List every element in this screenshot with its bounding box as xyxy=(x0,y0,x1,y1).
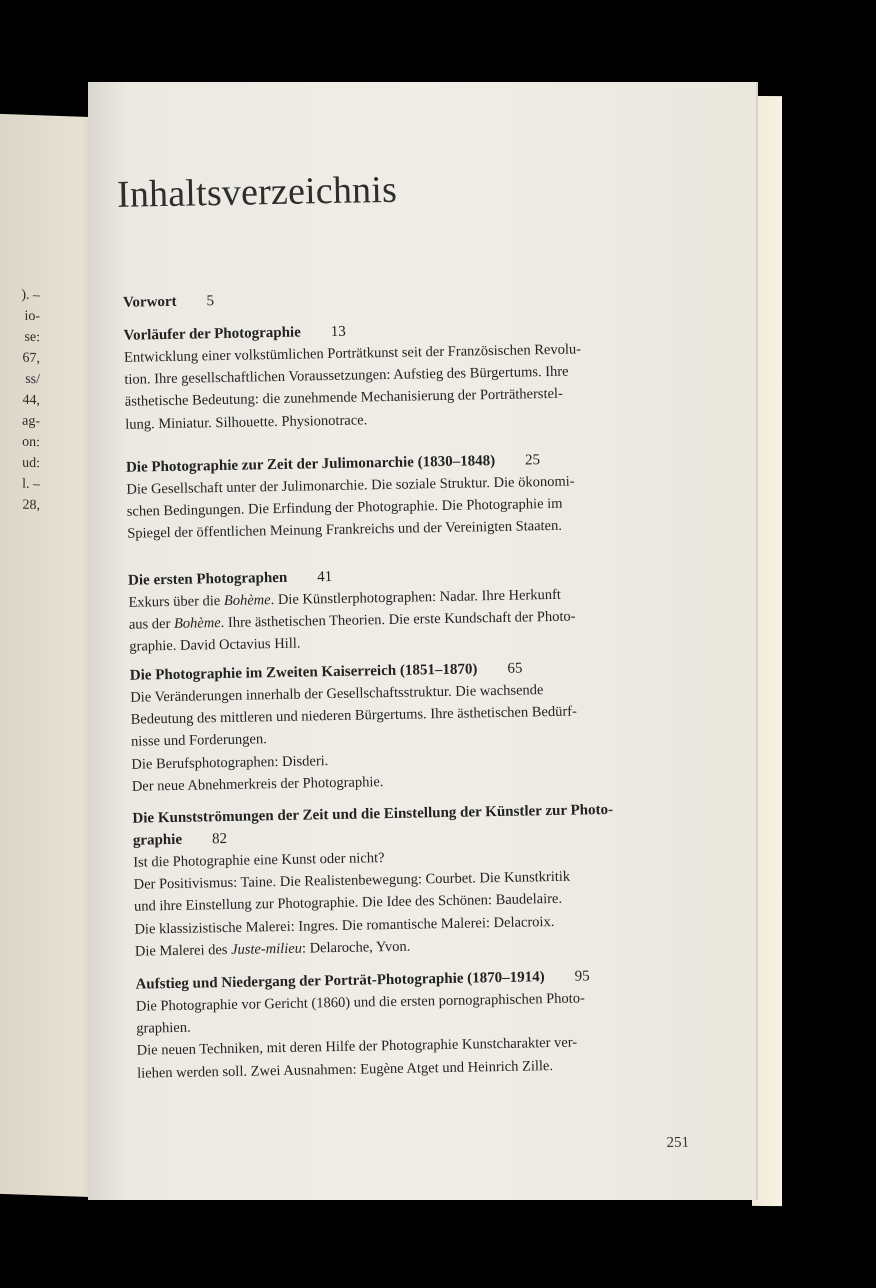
desc-line: und ihre Einstellung zur Photographie. Die Idee des Schönen: Baudelaire. xyxy=(133,891,563,916)
left-line: 28, xyxy=(22,497,40,514)
desc-line: Entwicklung einer volkstümlichen Porträtkunst seit der Französischen Revolu- xyxy=(123,341,582,366)
entry-description xyxy=(128,582,674,659)
toc-entry-erste-photographen xyxy=(128,560,675,659)
entry-page-number: 95 xyxy=(574,968,590,985)
toc-entry-vorlaeufer xyxy=(123,315,670,436)
desc-line: Die Veränderungen innerhalb der Gesellschaftsstruktur. Die wachsende xyxy=(130,682,544,706)
entry-heading-continued: graphie xyxy=(132,831,183,849)
desc-line: Die Photographie vor Gericht (1860) und die ersten pornographischen Photo- xyxy=(135,990,585,1015)
desc-line: tion. Ihre gesellschaftlichen Voraussetzungen: Aufstieg des Bürgertums. Ihre xyxy=(124,363,569,388)
desc-line: Exkurs über die Bohème. Die Künstlerphotographen: Nadar. Ihre Herkunft xyxy=(128,586,562,611)
left-line: ag- xyxy=(22,413,40,430)
desc-line: lung. Miniatur. Silhouette. Physionotrace. xyxy=(125,411,368,433)
entry-heading: Aufstieg und Niedergang der Porträt-Photographie (1870–1914) xyxy=(135,969,545,993)
toc-entry-zweites-kaiserreich xyxy=(130,655,677,798)
desc-line: aus der Bohème. Ihre ästhetischen Theorien. Die erste Kundschaft der Photo- xyxy=(128,608,576,633)
desc-line: Ist die Photographie eine Kunst oder nicht? xyxy=(133,850,385,871)
desc-line: liehen werden soll. Zwei Ausnahmen: Eugène Atget und Heinrich Zille. xyxy=(136,1057,554,1082)
desc-line: ästhetische Bedeutung: die zunehmende Mechanisierung der Porträtherstel- xyxy=(124,386,563,411)
desc-line: graphien. xyxy=(136,1019,191,1037)
left-line: ud: xyxy=(22,455,40,472)
entry-description xyxy=(130,677,677,798)
left-page-text xyxy=(0,284,40,516)
left-line: on: xyxy=(22,434,40,451)
left-line: ). – xyxy=(21,287,40,304)
desc-line: schen Bedingungen. Die Erfindung der Photographie. Die Photographie im xyxy=(126,495,563,520)
entry-page-number: 13 xyxy=(330,323,346,340)
left-line: ss/ xyxy=(25,371,40,388)
left-line: 44, xyxy=(22,392,40,409)
page-number: 251 xyxy=(666,1134,690,1151)
entry-heading: Vorläufer der Photographie xyxy=(123,324,301,344)
toc-entry-kunststroemungen xyxy=(132,798,680,963)
desc-line: Die neuen Techniken, mit deren Hilfe der Photographie Kunstcharakter ver- xyxy=(136,1035,578,1060)
left-line: se: xyxy=(24,329,40,346)
entry-page-number: 5 xyxy=(206,293,215,310)
desc-line: Bedeutung des mittleren und niederen Bürgertums. Ihre ästhetischen Bedürf- xyxy=(130,703,578,728)
entry-page-number: 82 xyxy=(211,830,228,848)
entry-heading: Die Photographie zur Zeit der Julimonarchie (1830–1848) xyxy=(125,453,496,476)
entry-heading: Die Photographie im Zweiten Kaiserreich (1851–1870) xyxy=(129,661,478,684)
page-title: Inhaltsverzeichnis xyxy=(116,168,398,216)
desc-line: nisse und Forderungen. xyxy=(130,731,267,751)
entry-page-number: 65 xyxy=(507,660,523,677)
entry-heading: Vorwort xyxy=(122,293,177,311)
entry-page-number: 25 xyxy=(524,452,541,469)
toc-entry-julimonarchie xyxy=(126,447,673,546)
desc-line: Die klassizistische Malerei: Ingres. Die romantische Malerei: Delacroix. xyxy=(134,913,555,938)
left-line: l. – xyxy=(22,476,40,493)
desc-line: Die Malerei des Juste-milieu: Delaroche, Yvon. xyxy=(134,938,411,960)
desc-line: graphie. David Octavius Hill. xyxy=(129,636,301,656)
desc-line: Die Gesellschaft unter der Julimonarchie. Die soziale Struktur. Die ökonomi- xyxy=(126,473,575,498)
desc-line: Die Berufsphotographen: Disderi. xyxy=(131,752,329,773)
entry-heading: Die Kunstströmungen der Zeit und die Einstellung der Künstler zur Photo- xyxy=(132,801,614,827)
entry-description xyxy=(136,986,683,1085)
left-line: io- xyxy=(24,308,40,325)
entry-heading: Die ersten Photographen xyxy=(127,569,288,589)
entry-page-number: 41 xyxy=(317,569,333,586)
desc-line: Spiegel der öffentlichen Meinung Frankreichs und der Vereinigten Staaten. xyxy=(127,518,563,543)
book-page xyxy=(88,82,756,1200)
desc-line: Der neue Abnehmerkreis der Photographie. xyxy=(131,773,384,795)
page-content xyxy=(77,75,765,1205)
entry-description xyxy=(124,337,671,436)
entry-description xyxy=(126,469,672,546)
toc-entry-aufstieg-niedergang xyxy=(135,964,682,1085)
toc-entry-vorwort xyxy=(123,282,668,314)
entry-description xyxy=(133,842,680,963)
desc-line: Der Positivismus: Taine. Die Realistenbewegung: Courbet. Die Kunstkritik xyxy=(133,868,571,893)
left-line: 67, xyxy=(22,350,40,367)
